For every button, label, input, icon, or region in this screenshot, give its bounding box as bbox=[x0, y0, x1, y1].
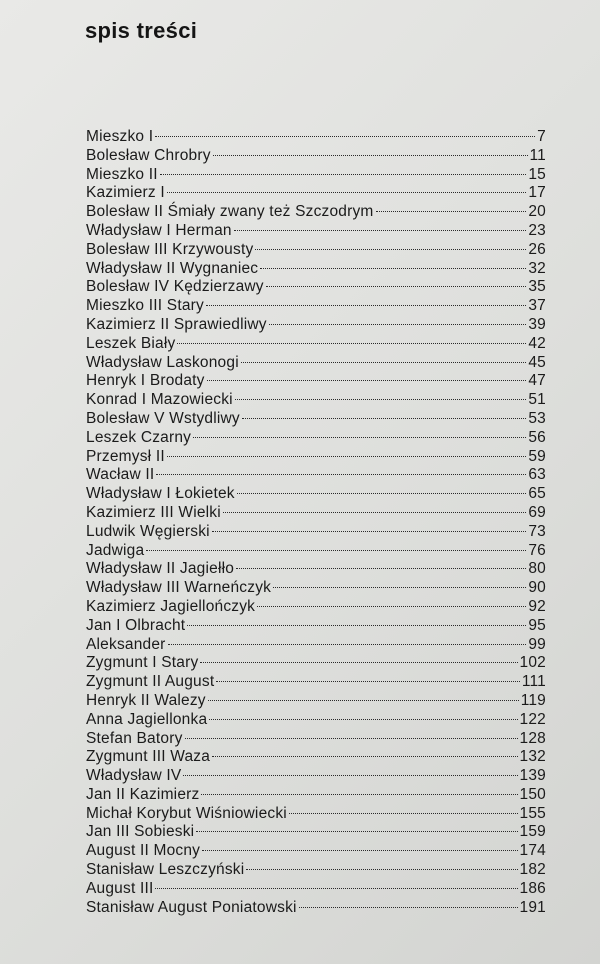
toc-entry-name: Jadwiga bbox=[86, 541, 145, 559]
toc-entry-page: 111 bbox=[521, 673, 546, 691]
dot-leader bbox=[167, 192, 526, 193]
toc-entry-name: Władysław II Jagiełło bbox=[86, 560, 235, 578]
toc-entry-page: 65 bbox=[528, 485, 546, 503]
toc-entry-page: 186 bbox=[519, 879, 546, 897]
toc-entry-name: Władysław I Herman bbox=[86, 221, 232, 239]
dot-leader bbox=[168, 644, 527, 645]
toc-entry bbox=[86, 278, 546, 297]
dot-leader bbox=[202, 850, 517, 851]
dot-leader bbox=[212, 756, 517, 757]
toc-entry-page: 191 bbox=[519, 898, 546, 916]
toc-entry bbox=[86, 899, 546, 918]
toc-entry bbox=[86, 880, 546, 899]
dot-leader bbox=[273, 587, 526, 588]
toc-entry bbox=[86, 429, 546, 448]
dot-leader bbox=[246, 869, 517, 870]
toc-entry bbox=[86, 448, 546, 467]
dot-leader bbox=[187, 625, 526, 626]
toc-entry bbox=[86, 241, 546, 260]
toc-entry bbox=[86, 410, 546, 429]
toc-entry-page: 92 bbox=[528, 597, 546, 615]
toc-entry-name: Stefan Batory bbox=[86, 729, 183, 747]
toc-entry-name: Jan III Sobieski bbox=[86, 823, 195, 841]
toc-entry-name: Henryk I Brodaty bbox=[86, 372, 205, 390]
toc-entry bbox=[86, 222, 546, 241]
toc-entry bbox=[86, 297, 546, 316]
dot-leader bbox=[236, 568, 526, 569]
dot-leader bbox=[155, 888, 517, 889]
toc-entry-name: Kazimierz Jagiellończyk bbox=[86, 597, 256, 615]
toc-entry bbox=[86, 617, 546, 636]
toc-entry-page: 51 bbox=[528, 391, 546, 409]
toc-entry bbox=[86, 654, 546, 673]
toc-entry-name: Bolesław III Krzywousty bbox=[86, 240, 254, 258]
toc-entry bbox=[86, 861, 546, 880]
toc-entry-name: Mieszko II bbox=[86, 165, 158, 183]
toc-entry bbox=[86, 711, 546, 730]
toc-entry-page: 159 bbox=[519, 823, 546, 841]
dot-leader bbox=[289, 813, 518, 814]
toc-entry-name: Henryk II Walezy bbox=[86, 691, 206, 709]
dot-leader bbox=[201, 794, 517, 795]
toc-entry-page: 119 bbox=[520, 691, 546, 709]
toc-entry-name: Władysław II Wygnaniec bbox=[86, 259, 259, 277]
dot-leader bbox=[207, 380, 527, 381]
toc-entry-name: August III bbox=[86, 879, 154, 897]
dot-leader bbox=[269, 324, 527, 325]
toc-entry-name: Przemysł II bbox=[86, 447, 165, 465]
toc-entry-name: Zygmunt III Waza bbox=[86, 748, 211, 766]
toc-entry bbox=[86, 692, 546, 711]
toc-entry-page: 35 bbox=[528, 278, 546, 296]
toc-entry-page: 15 bbox=[528, 165, 546, 183]
toc-entry-name: Bolesław II Śmiały zwany też Szczodrym bbox=[86, 203, 374, 221]
toc-entry bbox=[86, 504, 546, 523]
toc-entry-name: Stanisław Leszczyński bbox=[86, 861, 245, 879]
toc-entry-page: 69 bbox=[528, 503, 546, 521]
toc-entry-page: 11 bbox=[529, 146, 546, 164]
toc-entry bbox=[86, 523, 546, 542]
dot-leader bbox=[193, 437, 526, 438]
toc-entry-name: Władysław I Łokietek bbox=[86, 485, 235, 503]
toc-entry-name: Leszek Czarny bbox=[86, 428, 192, 446]
toc-entry-page: 95 bbox=[528, 616, 546, 634]
dot-leader bbox=[177, 343, 526, 344]
toc-entry bbox=[86, 636, 546, 655]
toc-entry-page: 47 bbox=[528, 372, 546, 390]
toc-entry bbox=[86, 391, 546, 410]
toc-entry-name: Aleksander bbox=[86, 635, 166, 653]
dot-leader bbox=[209, 719, 517, 720]
dot-leader bbox=[185, 738, 518, 739]
toc-entry-page: 53 bbox=[528, 409, 546, 427]
toc-entry-page: 42 bbox=[528, 334, 546, 352]
toc-entry-page: 63 bbox=[528, 466, 546, 484]
dot-leader bbox=[156, 474, 526, 475]
toc-entry-name: Władysław Laskonogi bbox=[86, 353, 239, 371]
toc-entry-page: 102 bbox=[519, 654, 546, 672]
toc-entry-page: 150 bbox=[519, 785, 546, 803]
toc-entry-page: 80 bbox=[528, 560, 546, 578]
toc-entry-page: 45 bbox=[528, 353, 546, 371]
dot-leader bbox=[237, 493, 527, 494]
toc-entry-name: Mieszko I bbox=[86, 128, 154, 145]
toc-entry bbox=[86, 260, 546, 279]
dot-leader bbox=[200, 662, 517, 663]
toc-entry bbox=[86, 542, 546, 561]
toc-entry bbox=[86, 730, 546, 749]
toc-entry bbox=[86, 203, 546, 222]
toc-entry-page: 155 bbox=[519, 804, 546, 822]
toc-entry bbox=[86, 673, 546, 692]
dot-leader bbox=[206, 305, 526, 306]
toc-entry-page: 23 bbox=[528, 221, 546, 239]
toc-entry-name: Wacław II bbox=[86, 466, 155, 484]
toc-entry-name: Konrad I Mazowiecki bbox=[86, 391, 233, 409]
toc-entry-page: 132 bbox=[519, 748, 546, 766]
dot-leader bbox=[167, 456, 526, 457]
toc-entry-page: 37 bbox=[528, 297, 546, 315]
toc-entry bbox=[86, 166, 546, 185]
dot-leader bbox=[255, 249, 526, 250]
toc-entry bbox=[86, 354, 546, 373]
toc-entry-page: 139 bbox=[519, 767, 546, 785]
toc-entry bbox=[86, 786, 546, 805]
toc-entry-name: Kazimierz I bbox=[86, 184, 165, 202]
table-of-contents bbox=[86, 128, 546, 917]
toc-entry bbox=[86, 316, 546, 335]
toc-entry bbox=[86, 485, 546, 504]
toc-entry-name: Ludwik Węgierski bbox=[86, 522, 210, 540]
toc-entry-page: 182 bbox=[519, 861, 546, 879]
toc-entry-page: 90 bbox=[528, 579, 546, 597]
dot-leader bbox=[223, 512, 526, 513]
toc-entry-page: 122 bbox=[519, 710, 546, 728]
toc-entry-name: Jan II Kazimierz bbox=[86, 785, 200, 803]
dot-leader bbox=[234, 230, 527, 231]
toc-entry-page: 128 bbox=[519, 729, 546, 747]
toc-entry-page: 174 bbox=[519, 842, 546, 860]
toc-entry bbox=[86, 147, 546, 166]
toc-entry-page: 76 bbox=[528, 541, 546, 559]
dot-leader bbox=[242, 418, 526, 419]
toc-entry-name: Stanisław August Poniatowski bbox=[86, 898, 297, 916]
toc-entry-page: 73 bbox=[528, 522, 546, 540]
dot-leader bbox=[183, 775, 517, 776]
toc-entry bbox=[86, 805, 546, 824]
toc-entry-name: Bolesław Chrobry bbox=[86, 146, 211, 164]
toc-entry-name: August II Mocny bbox=[86, 842, 201, 860]
toc-entry-page: 7 bbox=[537, 128, 546, 145]
toc-entry-name: Bolesław IV Kędzierzawy bbox=[86, 278, 264, 296]
dot-leader bbox=[260, 268, 526, 269]
toc-entry-page: 56 bbox=[528, 428, 546, 446]
toc-entry-name: Kazimierz III Wielki bbox=[86, 503, 221, 521]
dot-leader bbox=[160, 174, 527, 175]
toc-entry-name: Zygmunt II August bbox=[86, 673, 215, 691]
toc-entry bbox=[86, 335, 546, 354]
toc-entry bbox=[86, 598, 546, 617]
toc-entry-name: Władysław IV bbox=[86, 767, 182, 785]
dot-leader bbox=[213, 155, 528, 156]
toc-entry-page: 39 bbox=[528, 315, 546, 333]
toc-entry bbox=[86, 842, 546, 861]
toc-entry-name: Bolesław V Wstydliwy bbox=[86, 409, 240, 427]
dot-leader bbox=[212, 531, 527, 532]
toc-entry-page: 17 bbox=[528, 184, 546, 202]
page-title: spis treści bbox=[85, 18, 198, 43]
toc-entry-page: 99 bbox=[528, 635, 546, 653]
toc-entry bbox=[86, 767, 546, 786]
toc-entry-name: Władysław III Warneńczyk bbox=[86, 579, 272, 597]
toc-entry-name: Anna Jagiellonka bbox=[86, 710, 208, 728]
dot-leader bbox=[235, 399, 527, 400]
toc-entry-page: 59 bbox=[528, 447, 546, 465]
toc-entry-name: Leszek Biały bbox=[86, 334, 176, 352]
toc-entry-name: Kazimierz II Sprawiedliwy bbox=[86, 315, 267, 333]
toc-entry-name: Jan I Olbracht bbox=[86, 616, 186, 634]
dot-leader bbox=[196, 831, 517, 832]
toc-entry-name: Michał Korybut Wiśniowiecki bbox=[86, 804, 287, 822]
dot-leader bbox=[257, 606, 526, 607]
dot-leader bbox=[208, 700, 519, 701]
dot-leader bbox=[241, 362, 527, 363]
dot-leader bbox=[146, 550, 526, 551]
toc-entry-name: Zygmunt I Stary bbox=[86, 654, 199, 672]
toc-entry-page: 26 bbox=[528, 240, 546, 258]
dot-leader bbox=[155, 136, 535, 137]
toc-entry-page: 32 bbox=[528, 259, 546, 277]
toc-entry-name: Mieszko III Stary bbox=[86, 297, 204, 315]
dot-leader bbox=[216, 681, 520, 682]
toc-entry bbox=[86, 372, 546, 391]
toc-entry bbox=[86, 579, 546, 598]
dot-leader bbox=[266, 286, 527, 287]
toc-entry bbox=[86, 823, 546, 842]
toc-entry-page: 20 bbox=[528, 203, 546, 221]
toc-entry bbox=[86, 748, 546, 767]
toc-entry bbox=[86, 560, 546, 579]
toc-entry bbox=[86, 184, 546, 203]
toc-entry bbox=[86, 466, 546, 485]
dot-leader bbox=[376, 211, 527, 212]
dot-leader bbox=[299, 907, 518, 908]
toc-entry bbox=[86, 128, 546, 147]
